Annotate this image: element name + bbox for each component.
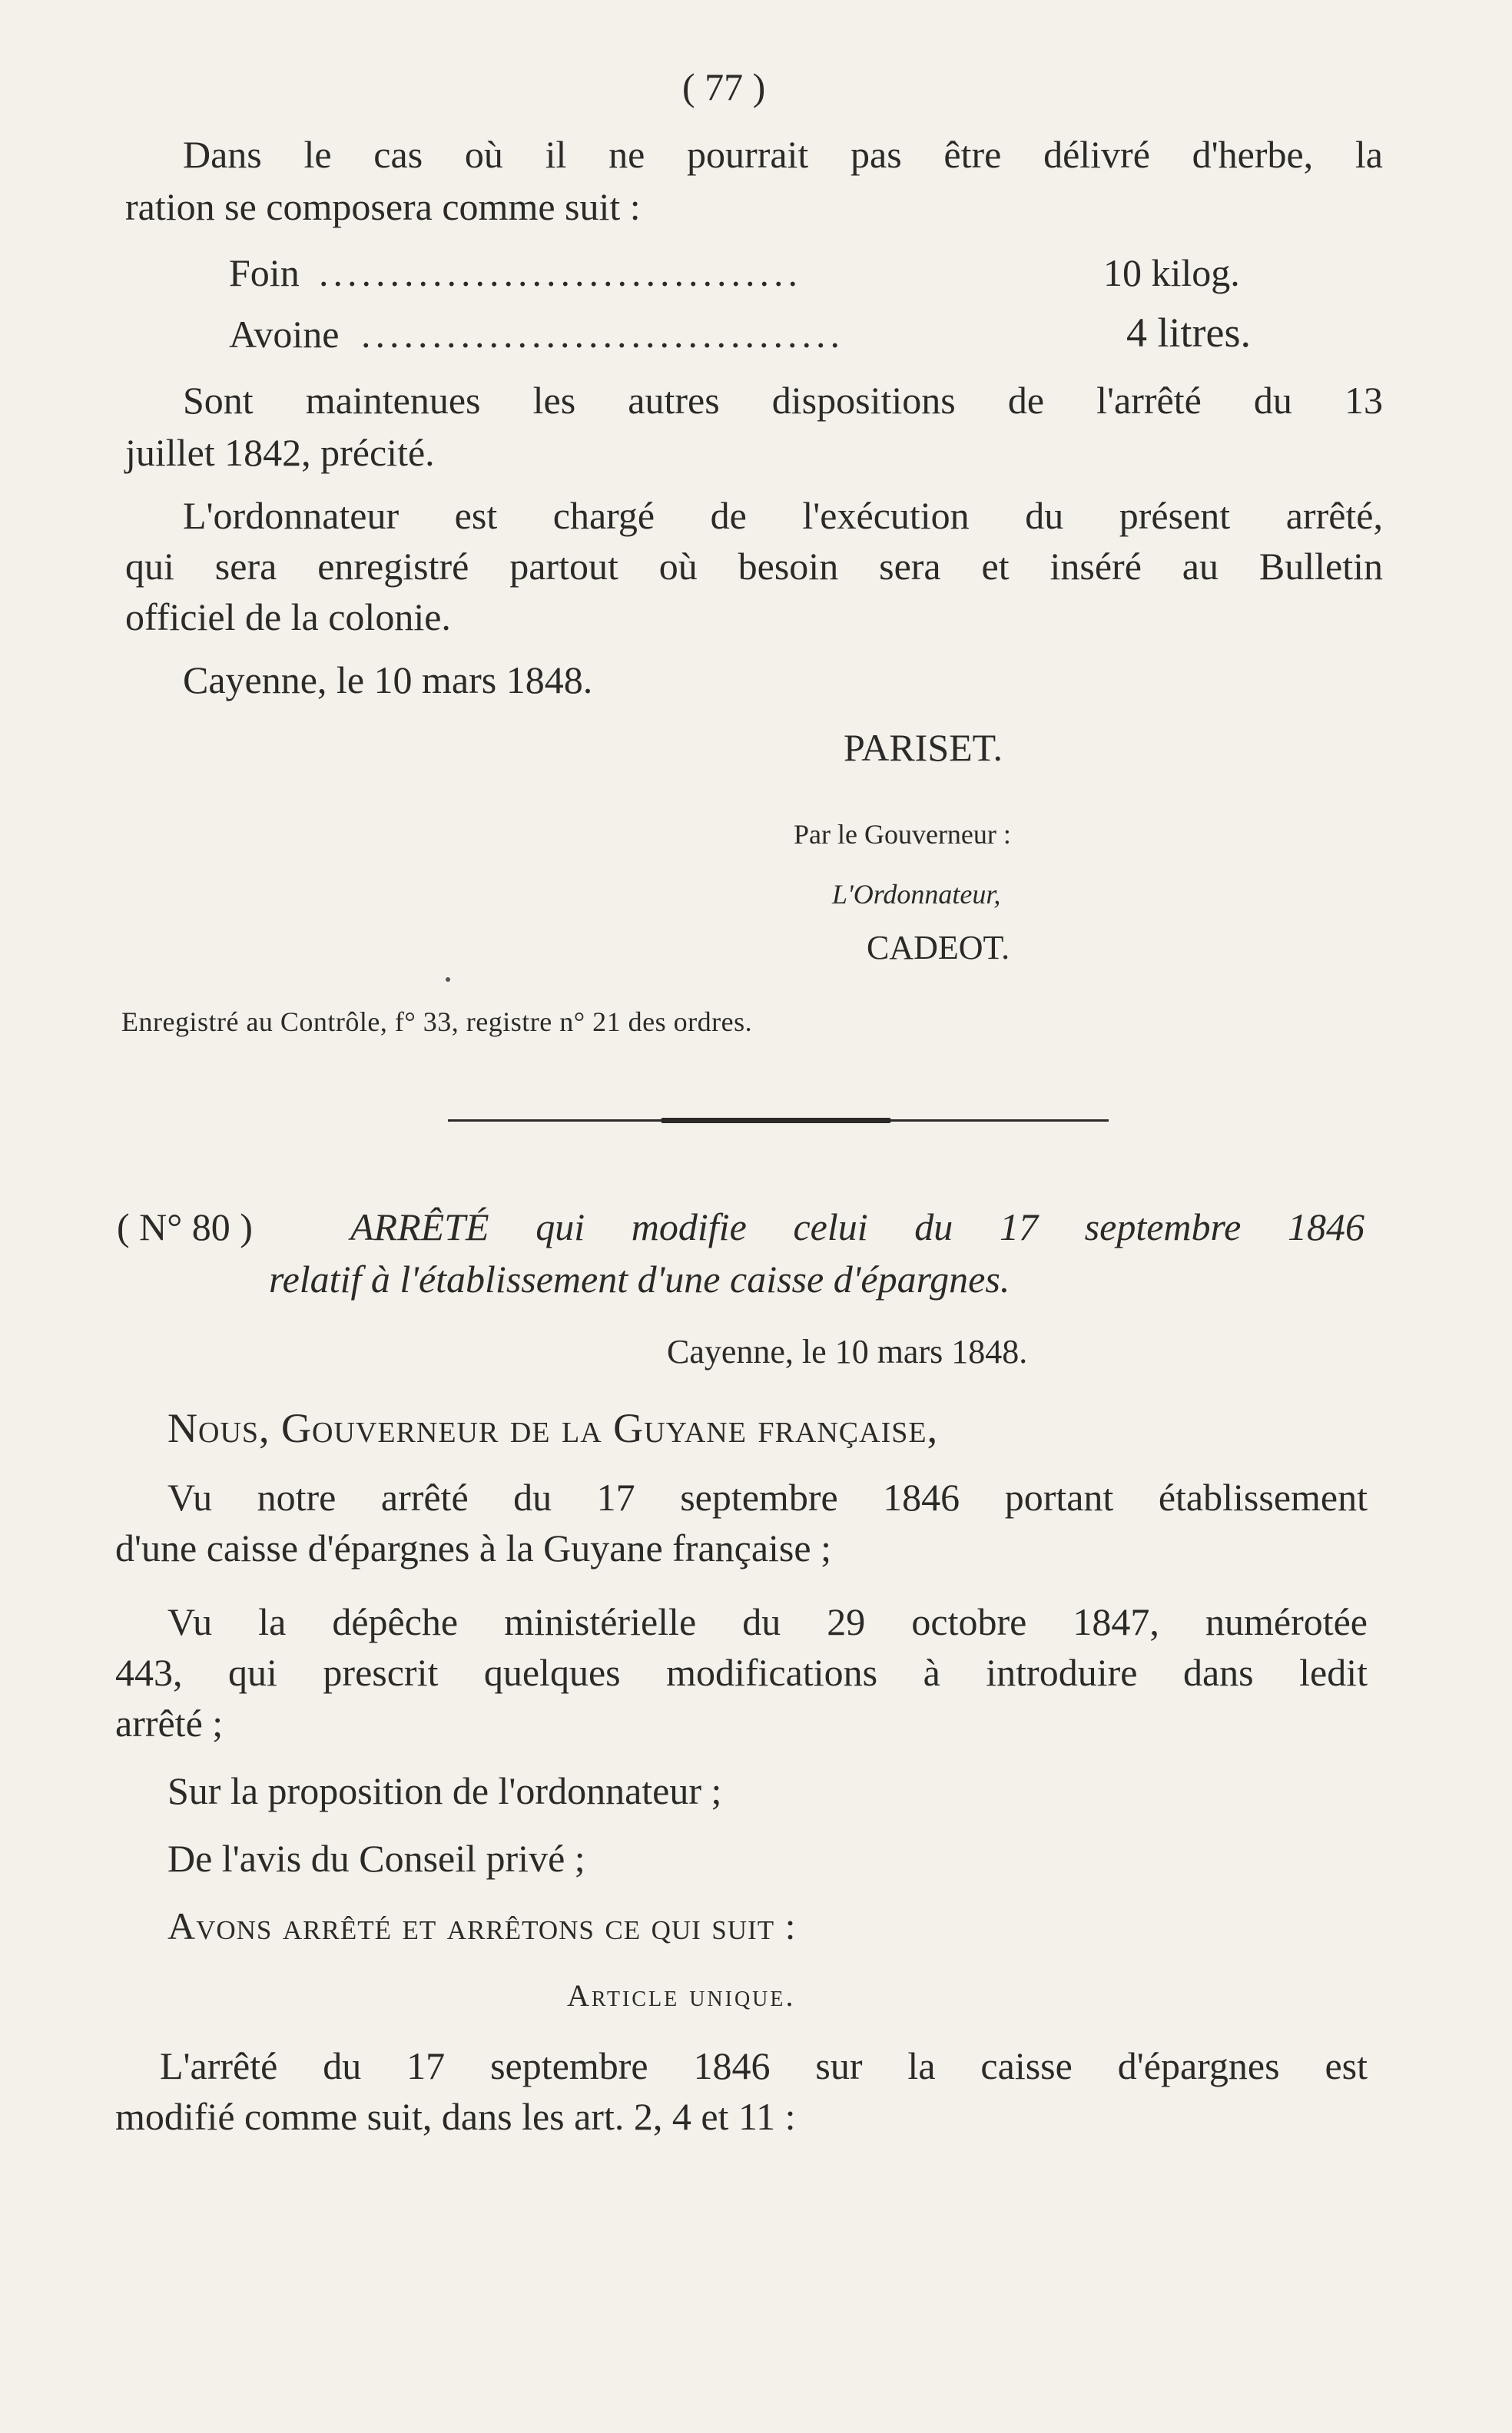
section-divider-ornament	[661, 1118, 891, 1123]
ration-item-name: Foin	[229, 251, 300, 294]
article-heading: Article unique.	[567, 1978, 796, 2013]
page-number: ( 77 )	[682, 65, 766, 108]
paragraph-line: De l'avis du Conseil privé ;	[167, 1837, 585, 1880]
decree-title-line: relatif à l'établissement d'une caisse d'épargnes.	[269, 1258, 1010, 1301]
ration-item-qty: 10 kilog.	[1103, 251, 1240, 294]
paragraph-line: d'une caisse d'épargnes à la Guyane française ;	[115, 1526, 831, 1570]
paragraph-line: officiel de la colonie.	[125, 595, 451, 638]
ordonnateur-signature: CADEOT.	[867, 929, 1010, 966]
paragraph-line: L'arrêté du 17 septembre 1846 sur la caisse d'épargnes est	[160, 2044, 1368, 2087]
date-line: Cayenne, le 10 mars 1848.	[183, 658, 593, 701]
paragraph-line: Vu la dépêche ministérielle du 29 octobre 1847, numérotée	[167, 1600, 1368, 1643]
paragraph-line: arrêté ;	[115, 1702, 224, 1745]
decree-number: ( N° 80 )	[117, 1205, 253, 1248]
paragraph-line: Sont maintenues les autres dispositions de l'arrêté du 13	[183, 379, 1383, 422]
paragraph-line: Vu notre arrêté du 17 septembre 1846 portant établissement	[167, 1476, 1368, 1519]
by-governor-label: Par le Gouverneur :	[794, 819, 1011, 850]
ration-item-name: Avoine	[229, 313, 340, 356]
paragraph-line: qui sera enregistré partout où besoin sera et inséré au Bulletin	[125, 545, 1383, 588]
governor-signature: PARISET.	[844, 726, 1003, 769]
paragraph-line: 443, qui prescrit quelques modifications à introduire dans ledit	[115, 1651, 1368, 1694]
ordonnateur-title: L'Ordonnateur,	[832, 879, 1001, 910]
ink-dot	[446, 977, 450, 982]
paragraph-line: ration se composera comme suit :	[125, 185, 641, 228]
paragraph-line: Sur la proposition de l'ordonnateur ;	[167, 1769, 722, 1812]
paragraph-line: modifié comme suit, dans les art. 2, 4 et 11 :	[115, 2095, 796, 2138]
paragraph-line: Dans le cas où il ne pourrait pas être délivré d'herbe, la	[183, 133, 1383, 176]
registration-note: Enregistré au Contrôle, f° 33, registre n° 21 des ordres.	[121, 1006, 753, 1037]
nous-line: Nous, Gouverneur de la Guyane française,	[167, 1405, 939, 1451]
ration-item-qty: 4 litres.	[1126, 310, 1251, 356]
decree-title-line: ARRÊTÉ qui modifie celui du 17 septembre 1846	[350, 1205, 1364, 1248]
ration-item-dots: ..................................	[319, 254, 802, 292]
decree-date: Cayenne, le 10 mars 1848.	[667, 1333, 1028, 1371]
paragraph-line: L'ordonnateur est chargé de l'exécution du présent arrêté,	[183, 494, 1383, 537]
paragraph-line: Avons arrêté et arrêtons ce qui suit :	[167, 1904, 797, 1947]
paragraph-line: juillet 1842, précité.	[125, 431, 435, 474]
ration-item-dots: ..................................	[361, 315, 844, 353]
